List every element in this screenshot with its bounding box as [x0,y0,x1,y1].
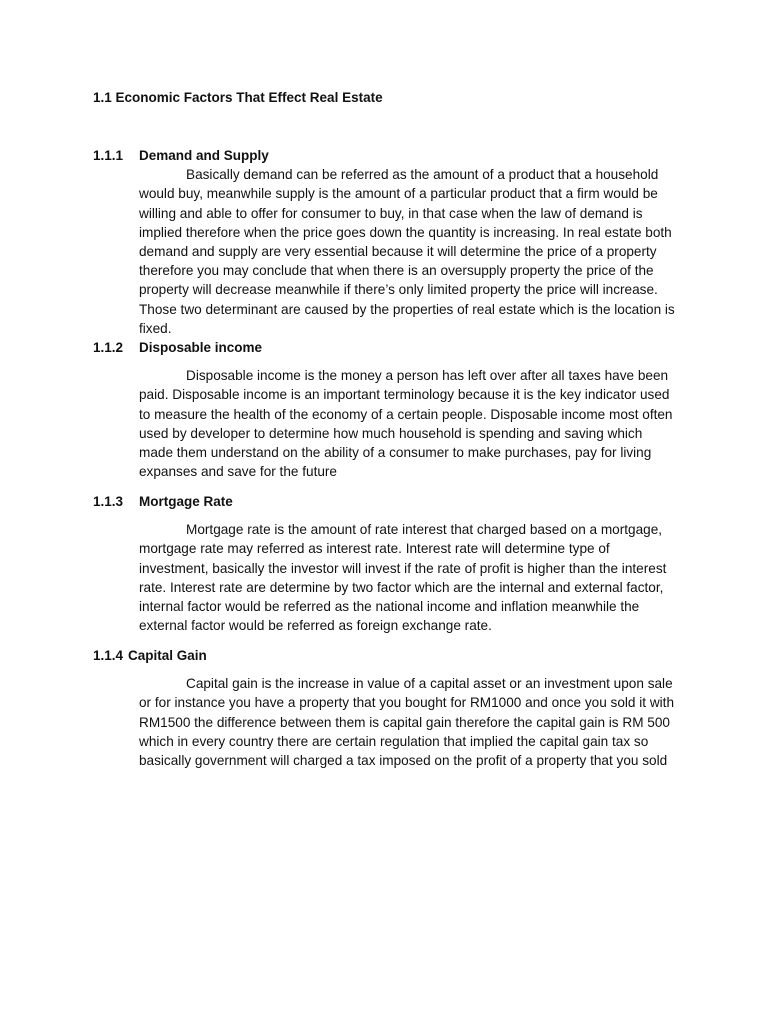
section-title: Capital Gain [128,648,207,663]
section-title: Disposable income [139,340,263,355]
section-title: Demand and Supply [139,148,269,163]
section-title: Mortgage Rate [139,494,233,509]
section-number: 1.1.2 [93,340,124,355]
section-number: 1.1.4 [93,648,124,663]
section-heading [93,338,683,357]
section-paragraph: Capital gain is the increase in value of a capital asset or an investment upon sale or for instance you have a property that you bought for RM1000 and once you sold it with RM1500 the difference between them is capital gain therefore the capital gain is RM 500 which in every country there are certain regulation that implied the capital gain tax so basically government will charged a tax imposed on the profit of a property that you sold [139,676,675,769]
section-heading [93,146,683,165]
section-heading [93,646,683,665]
section-number: 1.1.1 [93,148,124,163]
section-demand-and-supply [93,146,683,338]
document-title: 1.1 Economic Factors That Effect Real Estate [93,90,383,105]
section-heading [93,492,683,511]
section-paragraph: Mortgage rate is the amount of rate interest that charged based on a mortgage, mortgage rate may referred as interest rate. Interest rate will determine type of investment, basically the investor will invest if the rate of profit is higher than the interest rate. Interest rate are determine by two factor which are the internal and external factor, internal factor would be referred as the national income and inflation meanwhile the external factor would be referred as foreign exchange rate. [139,522,667,634]
section-capital-gain [93,646,683,770]
section-paragraph: Disposable income is the money a person has left over after all taxes have been paid. Disposable income is an important terminology because it is the key indicator used to measure the health of the economy of a certain people. Disposable income most often used by developer to determine how much household is spending and saving which made them understand on the ability of a consumer to make purchases, pay for living expanses and save for the future [139,368,673,480]
section-disposable-income [93,338,683,481]
section-paragraph: Basically demand can be referred as the amount of a product that a household would buy, meanwhile supply is the amount of a particular product that a firm would be willing and able to offer for consumer to buy, in that case when the law of demand is implied therefore when the price goes down the quantity is increasing. In real estate both demand and supply are very essential because it will determine the price of a property therefore you may conclude that when there is an oversupply property the price of the property will decrease meanwhile if there’s only limited property the price will increase. Those two determinant are caused by the properties of real estate which is the location is fixed. [139,167,675,336]
section-mortgage-rate [93,492,683,635]
section-number: 1.1.3 [93,494,124,509]
